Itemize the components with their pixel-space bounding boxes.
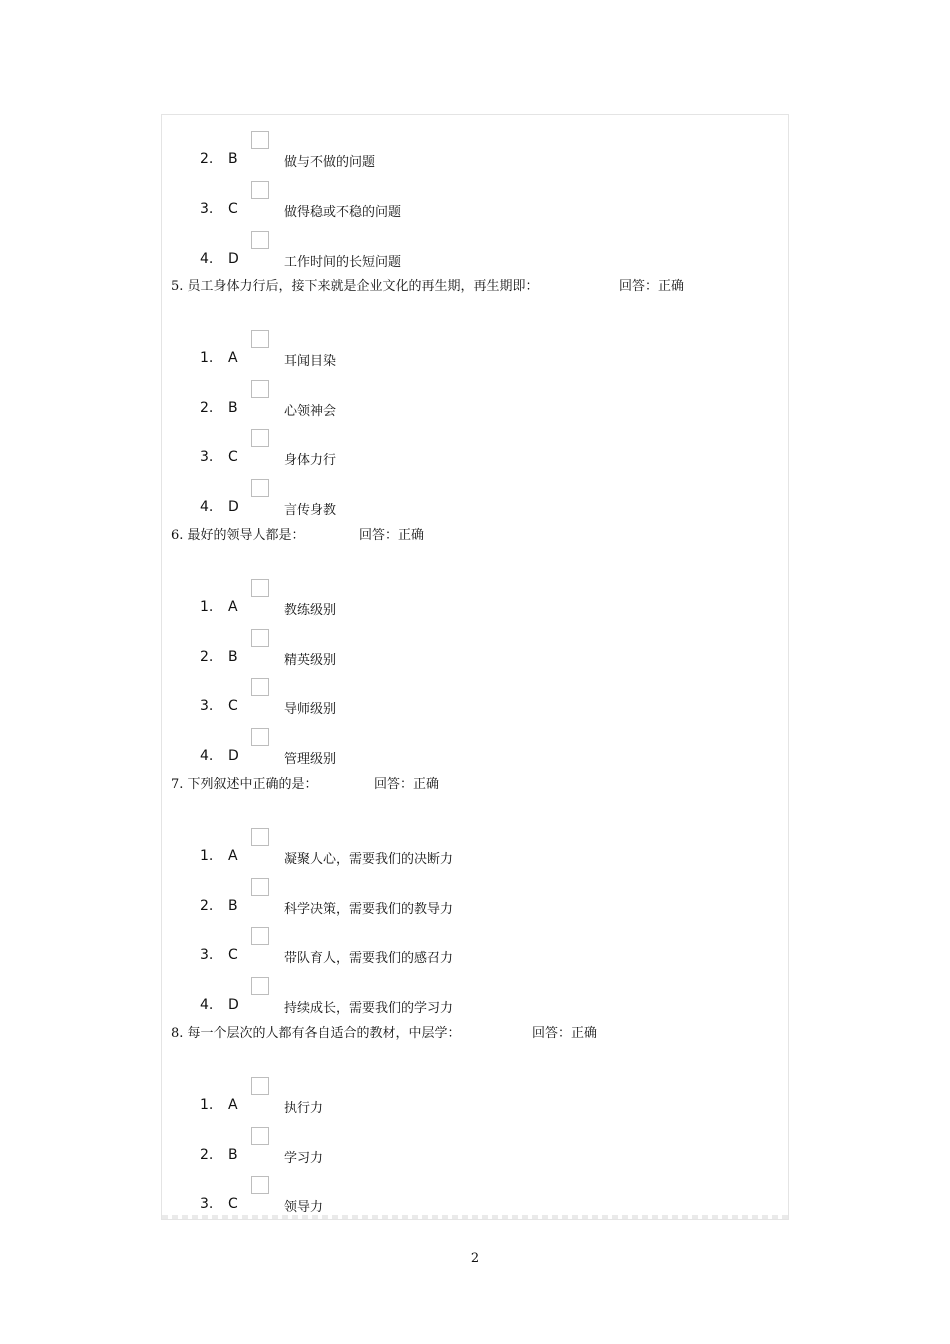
quiz-panel [161, 114, 789, 1220]
question-text: 6. 最好的领导人都是： [171, 528, 305, 543]
option-checkbox[interactable] [251, 579, 269, 597]
option-checkbox[interactable] [251, 1077, 269, 1095]
option-text: 学习力 [284, 1151, 324, 1166]
question-8 [171, 1022, 598, 1041]
option-text: 做得稳或不稳的问题 [284, 205, 402, 220]
option-number: 3. [200, 449, 214, 465]
option-number: 2. [200, 649, 214, 665]
option-number: 3. [200, 947, 214, 963]
option-letter: C [228, 449, 238, 465]
answer-status: 回答：正确 [619, 279, 685, 294]
option-text: 心领神会 [284, 404, 337, 419]
option-text: 做与不做的问题 [284, 155, 376, 170]
answer-status: 回答：正确 [374, 777, 440, 792]
question-6 [171, 524, 425, 543]
option-letter: C [228, 1196, 238, 1212]
option-checkbox[interactable] [251, 479, 269, 497]
option-text: 凝聚人心，需要我们的决断力 [284, 852, 454, 867]
question-5 [171, 275, 685, 294]
option-letter: A [228, 599, 238, 615]
option-letter: C [228, 201, 238, 217]
option-text: 领导力 [284, 1200, 324, 1215]
option-letter: D [228, 997, 239, 1013]
option-letter: B [228, 1147, 238, 1163]
question-text: 7. 下列叙述中正确的是： [171, 777, 318, 792]
option-number: 2. [200, 1147, 214, 1163]
option-checkbox[interactable] [251, 1127, 269, 1145]
page-number: 2 [470, 1251, 480, 1266]
option-checkbox[interactable] [251, 828, 269, 846]
option-number: 3. [200, 1196, 214, 1212]
option-text: 耳闻目染 [284, 354, 337, 369]
answer-status: 回答：正确 [532, 1026, 598, 1041]
option-number: 3. [200, 201, 214, 217]
option-text: 教练级别 [284, 603, 337, 618]
option-letter: D [228, 251, 239, 267]
option-number: 2. [200, 400, 214, 416]
option-checkbox[interactable] [251, 878, 269, 896]
option-letter: D [228, 748, 239, 764]
option-letter: B [228, 649, 238, 665]
option-text: 导师级别 [284, 702, 337, 717]
option-number: 1. [200, 1097, 214, 1113]
option-letter: B [228, 898, 238, 914]
option-text: 执行力 [284, 1101, 324, 1116]
option-number: 4. [200, 997, 214, 1013]
option-letter: A [228, 848, 238, 864]
option-checkbox[interactable] [251, 728, 269, 746]
option-text: 持续成长，需要我们的学习力 [284, 1001, 454, 1016]
answer-status: 回答：正确 [359, 528, 425, 543]
option-text: 精英级别 [284, 653, 337, 668]
option-text: 工作时间的长短问题 [284, 255, 402, 270]
option-checkbox[interactable] [251, 181, 269, 199]
option-text: 科学决策，需要我们的教导力 [284, 902, 454, 917]
option-text: 管理级别 [284, 752, 337, 767]
option-checkbox[interactable] [251, 678, 269, 696]
option-checkbox[interactable] [251, 1176, 269, 1194]
option-checkbox[interactable] [251, 927, 269, 945]
option-text: 带队育人，需要我们的感召力 [284, 951, 454, 966]
option-number: 3. [200, 698, 214, 714]
option-text: 言传身教 [284, 503, 337, 518]
option-checkbox[interactable] [251, 977, 269, 995]
option-letter: C [228, 698, 238, 714]
option-number: 2. [200, 898, 214, 914]
option-checkbox[interactable] [251, 629, 269, 647]
option-checkbox[interactable] [251, 330, 269, 348]
option-number: 1. [200, 350, 214, 366]
bottom-scale-strip [162, 1215, 788, 1219]
option-number: 4. [200, 499, 214, 515]
option-text: 身体力行 [284, 453, 337, 468]
option-checkbox[interactable] [251, 231, 269, 249]
option-number: 2. [200, 151, 214, 167]
option-checkbox[interactable] [251, 380, 269, 398]
option-letter: D [228, 499, 239, 515]
option-checkbox[interactable] [251, 131, 269, 149]
option-number: 4. [200, 251, 214, 267]
option-letter: A [228, 1097, 238, 1113]
option-number: 1. [200, 599, 214, 615]
option-number: 1. [200, 848, 214, 864]
option-letter: A [228, 350, 238, 366]
question-text: 8. 每一个层次的人都有各自适合的教材，中层学： [171, 1026, 461, 1041]
question-text: 5. 员工身体力行后，接下来就是企业文化的再生期，再生期即： [171, 279, 539, 294]
option-letter: B [228, 151, 238, 167]
option-letter: C [228, 947, 238, 963]
question-7 [171, 773, 440, 792]
option-checkbox[interactable] [251, 429, 269, 447]
option-number: 4. [200, 748, 214, 764]
option-letter: B [228, 400, 238, 416]
